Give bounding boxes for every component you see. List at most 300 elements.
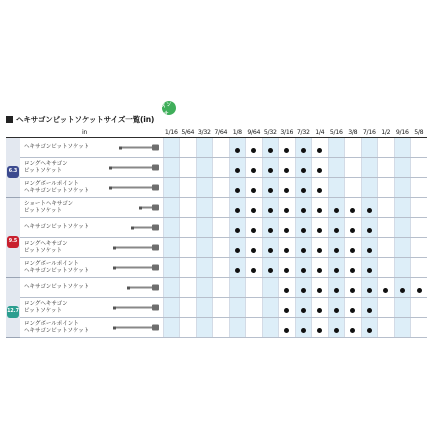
availability-dot-icon — [251, 268, 256, 273]
size-cell — [279, 258, 296, 278]
size-cell — [262, 278, 279, 298]
product-name: ロングヘキサゴン ビットソケット — [24, 241, 68, 254]
size-cell — [411, 138, 428, 158]
size-cell — [361, 238, 378, 258]
availability-dot-icon — [268, 188, 273, 193]
size-cell — [378, 218, 395, 238]
availability-dot-icon — [367, 208, 372, 213]
size-cell — [279, 238, 296, 258]
availability-dot-icon — [301, 248, 306, 253]
size-cell — [378, 178, 395, 198]
product-name-cell — [20, 158, 163, 178]
size-cell — [394, 238, 411, 258]
size-cell — [378, 298, 395, 318]
size-cell — [229, 218, 246, 238]
size-cell — [262, 258, 279, 278]
size-cell — [295, 178, 312, 198]
availability-dot-icon — [301, 208, 306, 213]
size-cell — [229, 298, 246, 318]
size-cell — [295, 158, 312, 178]
availability-dot-icon — [284, 188, 289, 193]
product-name: ヘキサゴンビットソケット — [24, 284, 90, 291]
size-cell — [229, 258, 246, 278]
size-cell — [163, 278, 180, 298]
size-cell — [394, 218, 411, 238]
bit-socket-icon — [121, 146, 159, 149]
size-cell — [328, 278, 345, 298]
product-name-cell — [20, 178, 163, 198]
size-cell — [345, 138, 362, 158]
size-cell — [180, 318, 197, 338]
table-row — [6, 298, 427, 318]
availability-dot-icon — [284, 208, 289, 213]
table-row — [6, 238, 427, 258]
size-cell — [279, 138, 296, 158]
size-cell — [246, 238, 263, 258]
drive-size-badge: 12.7 — [7, 306, 19, 318]
product-name: ショートヘキサゴン ビットソケット — [24, 201, 74, 214]
size-cell — [229, 198, 246, 218]
size-cell — [213, 218, 230, 238]
size-cell — [312, 318, 329, 338]
size-cell — [295, 238, 312, 258]
size-cell — [312, 298, 329, 318]
size-cell — [229, 278, 246, 298]
size-cell — [279, 198, 296, 218]
drive-size-group — [6, 198, 20, 278]
availability-dot-icon — [334, 328, 339, 333]
size-header: 3/32 — [197, 129, 211, 136]
availability-dot-icon — [251, 208, 256, 213]
availability-dot-icon — [317, 248, 322, 253]
size-header: 1/16 — [164, 129, 178, 136]
size-header: 7/64 — [214, 129, 228, 136]
availability-dot-icon — [334, 228, 339, 233]
drive-size-group — [6, 278, 20, 338]
availability-dot-icon — [284, 228, 289, 233]
availability-dot-icon — [235, 168, 240, 173]
size-header: 5/64 — [181, 129, 195, 136]
availability-dot-icon — [284, 328, 289, 333]
bit-socket-icon — [141, 206, 159, 209]
size-cell — [180, 158, 197, 178]
size-cell — [295, 298, 312, 318]
size-cell — [279, 178, 296, 198]
size-cell — [279, 218, 296, 238]
size-cell — [295, 258, 312, 278]
title-text: ヘキサゴンビットソケットサイズ一覧(in) — [16, 114, 155, 124]
size-cell — [262, 218, 279, 238]
size-cell — [246, 138, 263, 158]
size-cell — [279, 278, 296, 298]
size-cell — [328, 318, 345, 338]
size-cell — [328, 178, 345, 198]
size-header: 1/2 — [378, 128, 395, 138]
size-cell — [229, 238, 246, 258]
availability-dot-icon — [301, 328, 306, 333]
size-cell — [328, 158, 345, 178]
size-cell — [246, 218, 263, 238]
size-cell — [279, 318, 296, 338]
size-cell — [312, 198, 329, 218]
size-cell — [361, 178, 378, 198]
size-cell — [345, 298, 362, 318]
availability-dot-icon — [367, 328, 372, 333]
availability-dot-icon — [334, 268, 339, 273]
availability-dot-icon — [268, 248, 273, 253]
unit-label: in — [6, 128, 163, 138]
availability-dot-icon — [417, 288, 422, 293]
availability-dot-icon — [284, 148, 289, 153]
availability-dot-icon — [284, 268, 289, 273]
size-cell — [196, 178, 213, 198]
availability-dot-icon — [367, 308, 372, 313]
availability-dot-icon — [317, 188, 322, 193]
size-cell — [295, 198, 312, 218]
availability-dot-icon — [268, 268, 273, 273]
drive-size-badge: 6.3 — [7, 166, 19, 178]
size-header-row — [6, 128, 427, 138]
size-header: 7/32 — [296, 129, 310, 136]
bit-socket-icon — [133, 226, 159, 229]
size-cell — [213, 158, 230, 178]
availability-dot-icon — [235, 248, 240, 253]
size-cell — [328, 218, 345, 238]
availability-dot-icon — [317, 228, 322, 233]
size-cell — [328, 238, 345, 258]
size-cell — [180, 278, 197, 298]
size-cell — [246, 158, 263, 178]
size-cell — [246, 278, 263, 298]
availability-dot-icon — [367, 248, 372, 253]
size-cell — [163, 178, 180, 198]
drive-size-group — [6, 138, 20, 198]
availability-dot-icon — [350, 308, 355, 313]
size-cell — [361, 218, 378, 238]
size-cell — [345, 258, 362, 278]
product-name-cell — [20, 278, 163, 298]
size-cell — [361, 138, 378, 158]
availability-dot-icon — [301, 168, 306, 173]
size-cell — [411, 218, 428, 238]
size-cell — [213, 178, 230, 198]
size-cell — [394, 318, 411, 338]
availability-dot-icon — [284, 308, 289, 313]
size-cell — [378, 158, 395, 178]
size-header: 5/8 — [411, 128, 428, 138]
size-cell — [295, 218, 312, 238]
size-cell — [312, 278, 329, 298]
availability-dot-icon — [284, 168, 289, 173]
size-cell — [163, 258, 180, 278]
size-cell — [312, 258, 329, 278]
size-cell — [213, 298, 230, 318]
size-header: 1/4 — [312, 128, 329, 138]
availability-dot-icon — [268, 208, 273, 213]
availability-dot-icon — [334, 208, 339, 213]
size-cell — [196, 238, 213, 258]
availability-dot-icon — [350, 268, 355, 273]
size-cell — [312, 158, 329, 178]
size-cell — [361, 298, 378, 318]
size-cell — [246, 178, 263, 198]
size-cell — [196, 298, 213, 318]
bit-socket-icon — [115, 326, 159, 329]
availability-dot-icon — [235, 148, 240, 153]
availability-dot-icon — [251, 168, 256, 173]
size-cell — [196, 198, 213, 218]
size-cell — [345, 178, 362, 198]
size-cell — [180, 218, 197, 238]
size-cell — [328, 258, 345, 278]
size-cell — [213, 138, 230, 158]
size-cell — [361, 318, 378, 338]
size-cell — [295, 318, 312, 338]
availability-dot-icon — [235, 208, 240, 213]
availability-dot-icon — [301, 148, 306, 153]
size-header: 9/16 — [395, 129, 409, 136]
size-cell — [345, 238, 362, 258]
table-row — [6, 198, 427, 218]
product-name: ロングヘキサゴン ビットソケット — [24, 301, 68, 314]
table-row — [6, 258, 427, 278]
size-cell — [312, 138, 329, 158]
inch-badge: インチ — [160, 99, 178, 117]
size-cell — [328, 138, 345, 158]
size-cell — [213, 318, 230, 338]
table-row — [6, 158, 427, 178]
availability-dot-icon — [400, 288, 405, 293]
size-cell — [394, 298, 411, 318]
availability-dot-icon — [301, 288, 306, 293]
size-cell — [196, 158, 213, 178]
size-header: 7/16 — [362, 129, 376, 136]
table-row — [6, 178, 427, 198]
availability-dot-icon — [367, 268, 372, 273]
size-cell — [411, 178, 428, 198]
size-cell — [262, 158, 279, 178]
table-row — [6, 218, 427, 238]
size-cell — [180, 178, 197, 198]
size-cell — [163, 318, 180, 338]
size-cell — [378, 258, 395, 278]
availability-dot-icon — [301, 228, 306, 233]
size-cell — [196, 218, 213, 238]
drive-size-badge: 9.5 — [7, 236, 19, 248]
size-cell — [361, 258, 378, 278]
availability-dot-icon — [350, 208, 355, 213]
title-square-icon — [6, 116, 13, 123]
product-name-cell — [20, 258, 163, 278]
size-cell — [394, 178, 411, 198]
availability-dot-icon — [284, 288, 289, 293]
size-cell — [262, 298, 279, 318]
bit-socket-icon — [111, 166, 159, 169]
availability-dot-icon — [334, 248, 339, 253]
availability-dot-icon — [235, 268, 240, 273]
availability-dot-icon — [301, 308, 306, 313]
product-name-cell — [20, 138, 163, 158]
size-cell — [163, 138, 180, 158]
product-name-cell — [20, 238, 163, 258]
size-cell — [262, 138, 279, 158]
size-cell — [180, 258, 197, 278]
availability-dot-icon — [317, 328, 322, 333]
size-cell — [328, 198, 345, 218]
size-cell — [361, 278, 378, 298]
size-table — [6, 128, 427, 338]
size-cell — [180, 298, 197, 318]
availability-dot-icon — [317, 288, 322, 293]
size-cell — [196, 258, 213, 278]
availability-dot-icon — [251, 228, 256, 233]
product-name: ロングボールポイント ヘキサゴンビットソケット — [24, 321, 90, 334]
availability-dot-icon — [235, 228, 240, 233]
size-cell — [229, 158, 246, 178]
bit-socket-icon — [129, 286, 159, 289]
size-cell — [246, 318, 263, 338]
size-cell — [411, 198, 428, 218]
size-cell — [163, 198, 180, 218]
size-cell — [246, 298, 263, 318]
size-cell — [411, 278, 428, 298]
size-cell — [213, 238, 230, 258]
size-header: 1/8 — [229, 128, 246, 138]
size-cell — [411, 258, 428, 278]
size-cell — [345, 198, 362, 218]
size-cell — [163, 218, 180, 238]
size-cell — [279, 298, 296, 318]
table-row — [6, 138, 427, 158]
size-cell — [229, 138, 246, 158]
availability-dot-icon — [350, 328, 355, 333]
availability-dot-icon — [317, 308, 322, 313]
size-cell — [246, 258, 263, 278]
availability-dot-icon — [317, 208, 322, 213]
size-cell — [394, 198, 411, 218]
size-cell — [180, 238, 197, 258]
size-cell — [394, 138, 411, 158]
size-cell — [262, 238, 279, 258]
size-cell — [328, 298, 345, 318]
availability-dot-icon — [350, 248, 355, 253]
bit-socket-icon — [115, 306, 159, 309]
size-cell — [279, 158, 296, 178]
availability-dot-icon — [235, 188, 240, 193]
size-cell — [345, 278, 362, 298]
size-cell — [295, 278, 312, 298]
product-name: ロングボールポイント ヘキサゴンビットソケット — [24, 181, 90, 194]
size-cell — [345, 218, 362, 238]
availability-dot-icon — [251, 248, 256, 253]
size-header: 9/64 — [247, 129, 261, 136]
table-row — [6, 318, 427, 338]
table-row — [6, 278, 427, 298]
product-name: ヘキサゴンビットソケット — [24, 144, 90, 151]
size-cell — [411, 298, 428, 318]
size-cell — [411, 158, 428, 178]
size-header: 5/32 — [263, 129, 277, 136]
size-cell — [262, 178, 279, 198]
size-cell — [378, 198, 395, 218]
product-name-cell — [20, 198, 163, 218]
product-name: ロングボールポイント ヘキサゴンビットソケット — [24, 261, 90, 274]
size-header: 5/16 — [329, 129, 343, 136]
size-header: 3/8 — [345, 128, 362, 138]
size-cell — [196, 278, 213, 298]
size-cell — [295, 138, 312, 158]
size-cell — [213, 258, 230, 278]
availability-dot-icon — [268, 228, 273, 233]
size-cell — [394, 278, 411, 298]
availability-dot-icon — [301, 188, 306, 193]
product-name-cell — [20, 298, 163, 318]
size-cell — [196, 318, 213, 338]
size-cell — [262, 318, 279, 338]
size-cell — [213, 278, 230, 298]
availability-dot-icon — [284, 248, 289, 253]
size-cell — [361, 198, 378, 218]
product-name-cell — [20, 218, 163, 238]
product-name: ロングヘキサゴン ビットソケット — [24, 161, 68, 174]
bit-socket-icon — [115, 246, 159, 249]
size-cell — [345, 158, 362, 178]
size-cell — [213, 198, 230, 218]
size-cell — [378, 278, 395, 298]
size-cell — [361, 158, 378, 178]
size-cell — [378, 318, 395, 338]
size-cell — [378, 238, 395, 258]
size-cell — [394, 258, 411, 278]
section-title — [6, 112, 154, 126]
size-header: 3/16 — [280, 129, 294, 136]
availability-dot-icon — [317, 168, 322, 173]
product-name: ヘキサゴンビットソケット — [24, 224, 90, 231]
availability-dot-icon — [367, 228, 372, 233]
size-cell — [312, 238, 329, 258]
availability-dot-icon — [334, 288, 339, 293]
bit-socket-icon — [115, 266, 159, 269]
availability-dot-icon — [268, 168, 273, 173]
size-cell — [312, 178, 329, 198]
availability-dot-icon — [301, 268, 306, 273]
availability-dot-icon — [251, 188, 256, 193]
size-cell — [411, 238, 428, 258]
size-cell — [345, 318, 362, 338]
size-cell — [180, 198, 197, 218]
size-cell — [312, 218, 329, 238]
size-cell — [180, 138, 197, 158]
size-cell — [411, 318, 428, 338]
availability-dot-icon — [251, 148, 256, 153]
availability-dot-icon — [317, 268, 322, 273]
availability-dot-icon — [383, 288, 388, 293]
size-cell — [163, 158, 180, 178]
size-cell — [229, 178, 246, 198]
size-cell — [394, 158, 411, 178]
size-cell — [163, 298, 180, 318]
size-cell — [378, 138, 395, 158]
availability-dot-icon — [268, 148, 273, 153]
size-cell — [163, 238, 180, 258]
bit-socket-icon — [111, 186, 159, 189]
size-cell — [246, 198, 263, 218]
size-cell — [229, 318, 246, 338]
availability-dot-icon — [317, 148, 322, 153]
availability-dot-icon — [367, 288, 372, 293]
product-name-cell — [20, 318, 163, 338]
availability-dot-icon — [350, 228, 355, 233]
